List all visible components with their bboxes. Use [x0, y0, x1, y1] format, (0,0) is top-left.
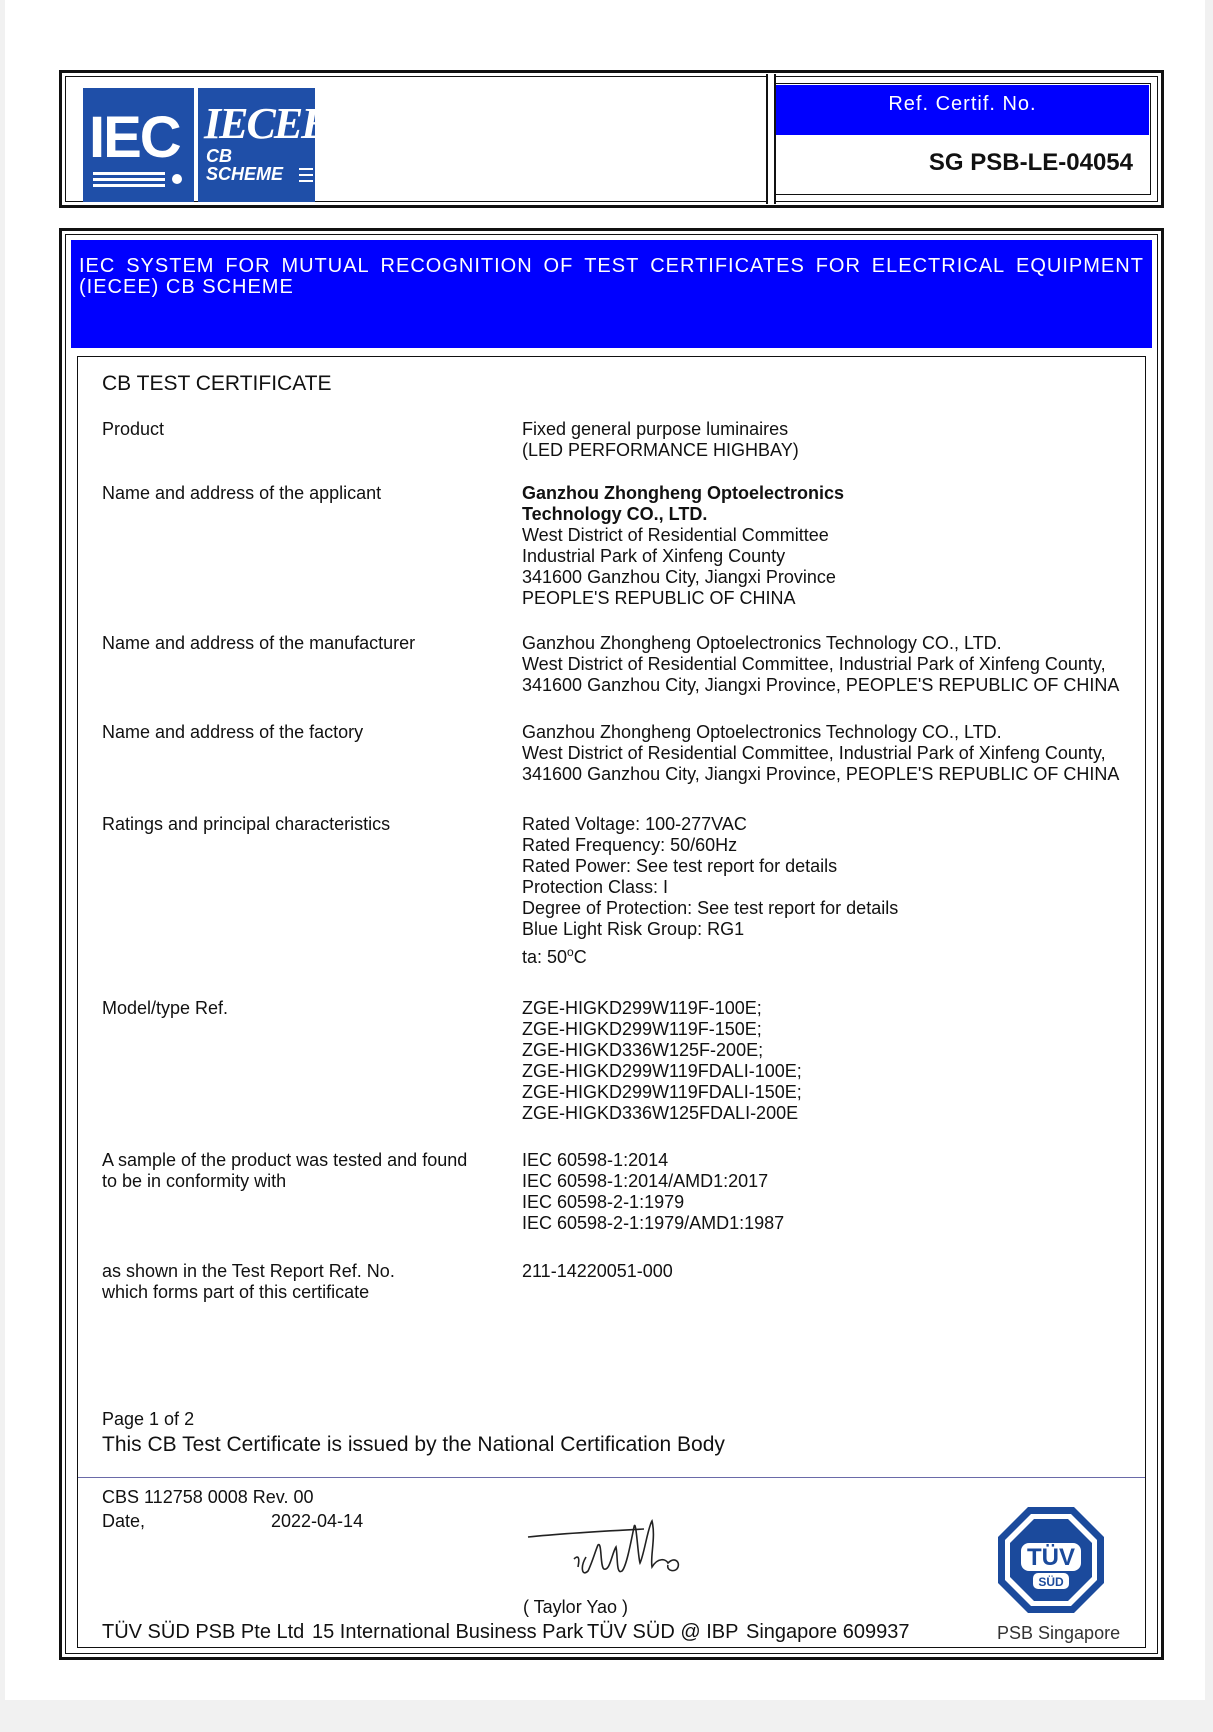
factory-value — [522, 722, 1119, 785]
conformity-value — [522, 1150, 784, 1234]
banner-line-1 — [79, 256, 1144, 277]
manufacturer-line: 341600 Ganzhou City, Jiangxi Province, PEOPLE'S REPUBLIC OF CHINA — [522, 675, 1120, 695]
standard-line: IEC 60598-2-1:1979 — [522, 1192, 685, 1212]
manufacturer-line: Ganzhou Zhongheng Optoelectronics Technology CO., LTD. — [522, 633, 1002, 653]
model-line: ZGE-HIGKD336W125F-200E; — [522, 1040, 764, 1060]
manufacturer-label: Name and address of the manufacturer — [102, 633, 416, 653]
report-label-line: which forms part of this certificate — [102, 1282, 370, 1302]
main-frame — [59, 228, 1164, 1660]
main-inner-frame — [65, 234, 1158, 1654]
model-line: ZGE-HIGKD299W119FDALI-100E; — [522, 1061, 802, 1081]
applicant-address-line: West District of Residential Committee — [522, 525, 829, 545]
rating-line: Protection Class: I — [522, 877, 669, 897]
standard-line: IEC 60598-2-1:1979/AMD1:1987 — [522, 1213, 785, 1233]
product-label: Product — [102, 419, 165, 439]
standard-line: IEC 60598-1:2014/AMD1:2017 — [522, 1171, 769, 1191]
factory-line: Ganzhou Zhongheng Optoelectronics Technology CO., LTD. — [522, 722, 1002, 742]
product-line: (LED PERFORMANCE HIGHBAY) — [522, 440, 799, 460]
scheme-banner — [71, 240, 1152, 348]
banner-word: FOR — [225, 255, 271, 277]
header-frame — [59, 70, 1164, 208]
ref-certificate-number: SG PSB-LE-04054 — [928, 149, 1133, 176]
rating-line: Degree of Protection: See test report for details — [522, 898, 899, 918]
ambient-temperature-line — [522, 942, 898, 968]
banner-word: RECOGNITION — [380, 255, 533, 277]
report-label — [102, 1261, 395, 1303]
page-indicator: Page 1 of 2 — [102, 1409, 195, 1429]
issued-by-statement: This CB Test Certificate is issued by the National Certification Body — [102, 1433, 725, 1456]
signer-name: ( Taylor Yao ) — [523, 1597, 629, 1617]
model-line: ZGE-HIGKD299W119F-100E; — [522, 998, 762, 1018]
applicant-name-line: Technology CO., LTD. — [522, 504, 708, 524]
rating-line: Rated Frequency: 50/60Hz — [522, 835, 738, 855]
applicant-address-line: PEOPLE'S REPUBLIC OF CHINA — [522, 588, 796, 608]
certificate-page — [5, 0, 1205, 1700]
ref-certificate-label: Ref. Certif. No. — [776, 85, 1149, 135]
tuv-logo-text: TÜV — [1027, 1544, 1075, 1571]
banner-word: IEC — [79, 255, 116, 277]
banner-word: OF — [543, 255, 574, 277]
company-name: TÜV SÜD PSB Pte Ltd — [102, 1621, 305, 1643]
signature-image — [526, 1497, 706, 1597]
ratings-label: Ratings and principal characteristics — [102, 814, 391, 834]
iecee-cb-scheme-logo — [198, 88, 329, 202]
banner-word: FOR — [815, 255, 861, 277]
report-number: 211-14220051-000 — [522, 1261, 673, 1281]
rating-line: Rated Power: See test report for details — [522, 856, 838, 876]
ta-degree: o — [567, 945, 574, 959]
model-line: ZGE-HIGKD299W119F-150E; — [522, 1019, 762, 1039]
banner-word: EQUIPMENT — [1016, 255, 1144, 277]
product-value — [522, 419, 799, 461]
factory-line: 341600 Ganzhou City, Jiangxi Province, PEOPLE'S REPUBLIC OF CHINA — [522, 764, 1120, 784]
date-value: 2022-04-14 — [271, 1511, 364, 1531]
banner-line-2: (IECEE) CB SCHEME — [79, 276, 294, 298]
product-line: Fixed general purpose luminaires — [522, 419, 789, 439]
rating-line: Rated Voltage: 100-277VAC — [522, 814, 747, 834]
certificate-title: CB TEST CERTIFICATE — [102, 372, 332, 395]
iec-logo-text: IEC — [89, 105, 180, 170]
factory-label: Name and address of the factory — [102, 722, 364, 742]
applicant-address-line: 341600 Ganzhou City, Jiangxi Province — [522, 567, 836, 587]
address-line-1: 15 International Business Park — [312, 1621, 584, 1643]
header-inner-frame — [65, 76, 1158, 202]
banner-word: TEST — [584, 255, 640, 277]
cb-logo-text: CB — [206, 146, 232, 166]
rating-line: Blue Light Risk Group: RG1 — [522, 919, 745, 939]
scheme-logo-text: SCHEME — [206, 164, 284, 184]
manufacturer-value — [522, 633, 1119, 696]
ratings-value — [522, 814, 898, 968]
conformity-label-line: to be in conformity with — [102, 1171, 287, 1191]
standard-line: IEC 60598-1:2014 — [522, 1150, 669, 1170]
banner-word: ELECTRICAL — [871, 255, 1006, 277]
iecee-logo-text: IECEE — [204, 99, 329, 148]
footer-divider — [78, 1477, 1145, 1478]
conformity-label — [102, 1150, 467, 1192]
psb-singapore-label: PSB Singapore — [997, 1623, 1121, 1643]
banner-word: CERTIFICATES — [650, 255, 805, 277]
model-line: ZGE-HIGKD336W125FDALI-200E — [522, 1103, 799, 1123]
manufacturer-line: West District of Residential Committee, Industrial Park of Xinfeng County, — [522, 654, 1106, 674]
applicant-address-line: Industrial Park of Xinfeng County — [522, 546, 786, 566]
banner-word: SYSTEM — [126, 255, 215, 277]
factory-line: West District of Residential Committee, Industrial Park of Xinfeng County, — [522, 743, 1106, 763]
ta-suffix: C — [573, 947, 587, 967]
report-label-line: as shown in the Test Report Ref. No. — [102, 1261, 395, 1281]
banner-word: MUTUAL — [281, 255, 370, 277]
applicant-label: Name and address of the applicant — [102, 483, 382, 503]
conformity-label-line: A sample of the product was tested and found — [102, 1150, 468, 1170]
models-label: Model/type Ref. — [102, 998, 229, 1018]
applicant-value — [522, 483, 844, 609]
address-line-3: Singapore 609937 — [746, 1621, 910, 1643]
sud-logo-text: SÜD — [1038, 1575, 1064, 1589]
iec-logo — [83, 88, 194, 202]
ta-prefix: ta: 50 — [522, 947, 568, 967]
address-line-2: TÜV SÜD @ IBP — [587, 1621, 739, 1643]
applicant-name-line: Ganzhou Zhongheng Optoelectronics — [522, 483, 844, 503]
model-line: ZGE-HIGKD299W119FDALI-150E; — [522, 1082, 802, 1102]
date-label: Date, — [102, 1511, 146, 1531]
tuv-sud-octagon-icon — [996, 1505, 1106, 1615]
cbs-reference: CBS 112758 0008 Rev. 00 — [102, 1487, 314, 1507]
models-value — [522, 998, 802, 1124]
